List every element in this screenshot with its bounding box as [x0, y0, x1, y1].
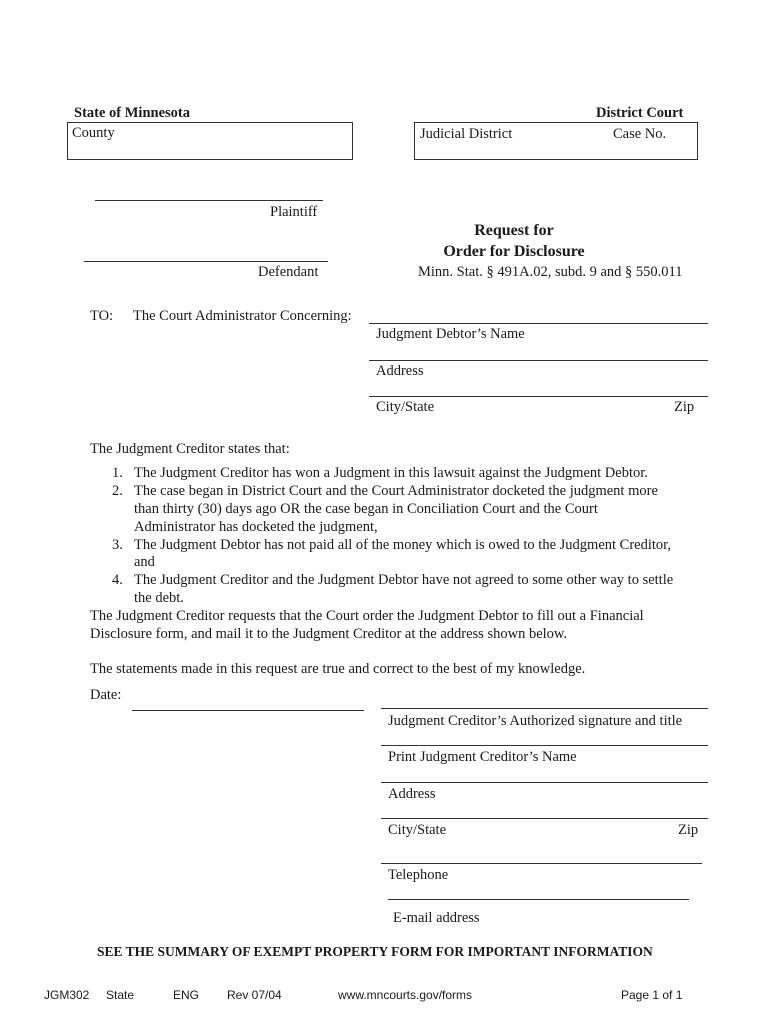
form-revision: Rev 07/04 [227, 988, 282, 1002]
item-number: 1. [112, 465, 123, 481]
debtor-city-line[interactable] [369, 396, 708, 397]
item-line: Administrator has docketed the judgment, [134, 519, 378, 535]
creditor-zip-label: Zip [678, 822, 699, 838]
intro-text: The Judgment Creditor states that: [90, 441, 290, 457]
item-line: the debt. [134, 590, 184, 606]
print-name-line[interactable] [381, 745, 708, 746]
telephone-label: Telephone [388, 867, 449, 883]
plaintiff-label: Plaintiff [270, 204, 318, 220]
court-label: District Court [596, 105, 684, 121]
title-line2: Order for Disclosure [443, 243, 585, 260]
item-number: 3. [112, 537, 123, 553]
item-line: The Judgment Debtor has not paid all of the money which is owed to the Judgment Creditor, [134, 537, 672, 553]
item-line: and [134, 554, 155, 570]
item-line: The Judgment Creditor has won a Judgment in this lawsuit against the Judgment Debtor. [134, 465, 648, 481]
item-number: 4. [112, 572, 123, 588]
item-line: than thirty (30) days ago OR the case began in Conciliation Court and the Court [134, 501, 598, 517]
debtor-address-line[interactable] [369, 360, 708, 361]
case-no-label: Case No. [613, 126, 667, 142]
form-id: JGM302 [44, 988, 90, 1002]
signature-title-label: Judgment Creditor’s Authorized signature and title [388, 713, 683, 729]
debtor-city-label: City/State [376, 399, 434, 415]
statement-text: The statements made in this request are true and correct to the best of my knowledge. [90, 661, 586, 677]
judicial-district-label: Judicial District [420, 126, 513, 142]
creditor-address-label: Address [388, 786, 436, 802]
concerning-label: The Court Administrator Concerning: [133, 308, 352, 324]
request-text-line2: Disclosure form, and mail it to the Judgment Creditor at the address shown below. [90, 626, 568, 642]
email-line[interactable] [388, 899, 689, 900]
statute-reference: Minn. Stat. § 491A.02, subd. 9 and § 550.011 [418, 264, 683, 280]
item-line: The case began in District Court and the Court Administrator docketed the judgment more [134, 483, 658, 499]
debtor-name-line[interactable] [369, 323, 708, 324]
creditor-city-line[interactable] [381, 818, 708, 819]
print-name-label: Print Judgment Creditor’s Name [388, 749, 577, 765]
to-label: TO: [90, 308, 114, 324]
debtor-address-label: Address [376, 363, 424, 379]
email-label: E-mail address [393, 910, 480, 926]
defendant-line[interactable] [84, 261, 328, 262]
telephone-line[interactable] [381, 863, 702, 864]
defendant-label: Defendant [258, 264, 319, 280]
item-number: 2. [112, 483, 123, 499]
signature-line[interactable] [381, 708, 708, 709]
creditor-address-line[interactable] [381, 782, 708, 783]
county-field[interactable] [67, 122, 353, 160]
date-label: Date: [90, 687, 122, 703]
debtor-name-label: Judgment Debtor’s Name [376, 326, 525, 342]
request-text-line1: The Judgment Creditor requests that the Court order the Judgment Debtor to fill out a Financial [90, 608, 644, 624]
page-number: Page 1 of 1 [621, 988, 683, 1002]
form-type: State [106, 988, 135, 1002]
exempt-property-notice: SEE THE SUMMARY OF EXEMPT PROPERTY FORM FOR IMPORTANT INFORMATION [97, 944, 653, 959]
debtor-zip-label: Zip [674, 399, 695, 415]
creditor-city-label: City/State [388, 822, 446, 838]
plaintiff-line[interactable] [95, 200, 323, 201]
date-line[interactable] [132, 710, 364, 711]
forms-url: www.mncourts.gov/forms [338, 988, 473, 1002]
county-label: County [72, 125, 115, 141]
title-line1: Request for [474, 222, 554, 239]
state-label: State of Minnesota [74, 105, 190, 121]
form-language: ENG [173, 988, 200, 1002]
item-line: The Judgment Creditor and the Judgment Debtor have not agreed to some other way to settle [134, 572, 674, 588]
district-case-field[interactable] [414, 122, 698, 160]
